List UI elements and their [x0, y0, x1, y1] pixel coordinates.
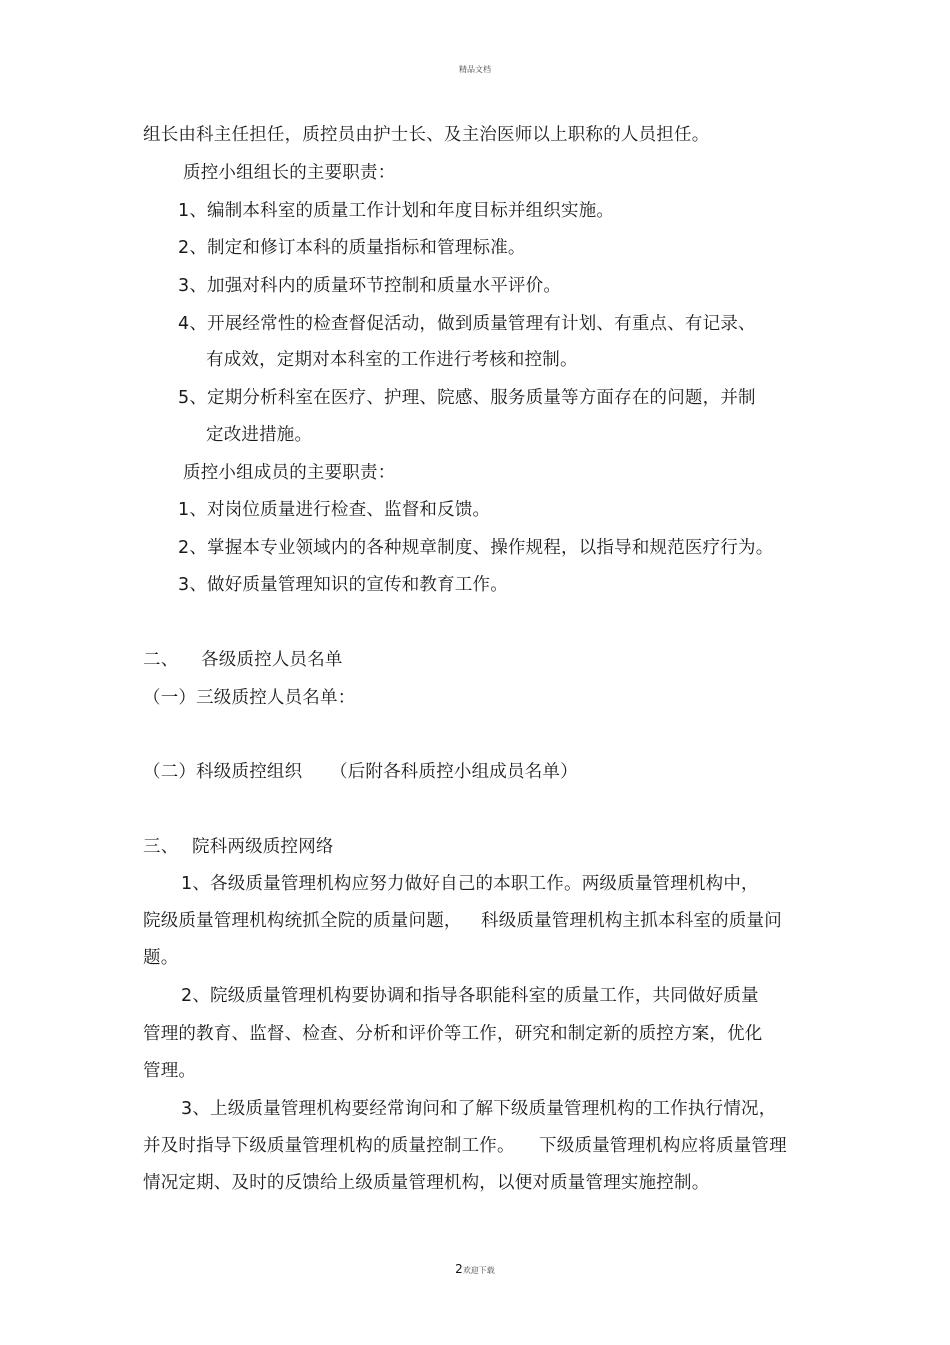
page-footer [0, 1262, 950, 1276]
paragraph-line: 1、各级质量管理机构应努力做好自己的本职工作。两级质量管理机构中， [181, 874, 759, 894]
subheading-member-duties: 质控小组成员的主要职责： [183, 463, 396, 483]
paragraph-line: 2、院级质量管理机构要协调和指导各职能科室的质量工作，共同做好质量 [181, 986, 759, 1006]
section-number: 二、 [143, 650, 179, 670]
paragraph-line: 并及时指导下级质量管理机构的质量控制工作。 [143, 1136, 515, 1156]
paragraph-line: 组长由科主任担任，质控员由护士长、及主治医师以上职称的人员担任。 [143, 125, 710, 145]
paragraph-line: 管理的教育、监督、检查、分析和评价等工作，研究和制定新的质控方案，优化 [143, 1024, 763, 1044]
paragraph-line: 3、上级质量管理机构要经常询问和了解下级质量管理机构的工作执行情况， [181, 1099, 777, 1119]
list-item: 2、掌握本专业领域内的各种规章制度、操作规程，以指导和规范医疗行为。 [178, 538, 774, 558]
paragraph-line: 管理。 [143, 1061, 197, 1081]
list-item: 1、编制本科室的质量工作计划和年度目标并组织实施。 [178, 201, 615, 221]
page-number: 2 [455, 1262, 463, 1276]
list-item: 3、加强对科内的质量环节控制和质量水平评价。 [178, 276, 562, 296]
paragraph-line: 下级质量管理机构应将质量管理 [539, 1136, 787, 1156]
paragraph-line: 题。 [143, 948, 179, 968]
list-item: 5、定期分析科室在医疗、护理、院感、服务质量等方面存在的问题，并制 [178, 388, 756, 408]
list-item-continuation: 有成效，定期对本科室的工作进行考核和控制。 [206, 350, 578, 370]
list-item: 2、制定和修订本科的质量指标和管理标准。 [178, 238, 526, 258]
section-title: 院科两级质控网络 [192, 837, 334, 857]
list-item: 1、对岗位质量进行检查、监督和反馈。 [178, 500, 491, 520]
section-number: 三、 [143, 837, 179, 857]
subsection-title: （二）科级质控组织 [143, 762, 303, 782]
section-title: 各级质控人员名单 [201, 650, 343, 670]
subsection-title: （一）三级质控人员名单： [143, 688, 356, 708]
paragraph-line: 情况定期、及时的反馈给上级质量管理机构，以便对质量管理实施控制。 [143, 1173, 710, 1193]
subsection-note: （后附各科质控小组成员名单） [330, 762, 578, 782]
subheading-leader-duties: 质控小组组长的主要职责： [183, 163, 396, 183]
footer-text: 欢迎下载 [462, 1266, 495, 1275]
list-item-continuation: 定改进措施。 [206, 425, 313, 445]
paragraph-line: 院级质量管理机构统抓全院的质量问题， [143, 911, 462, 931]
list-item: 3、做好质量管理知识的宣传和教育工作。 [178, 575, 508, 595]
paragraph-line: 科级质量管理机构主抓本科室的质量问 [481, 911, 782, 931]
list-item: 4、开展经常性的检查督促活动，做到质量管理有计划、有重点、有记录、 [178, 314, 756, 334]
page-header: 精品文档 [459, 65, 491, 74]
